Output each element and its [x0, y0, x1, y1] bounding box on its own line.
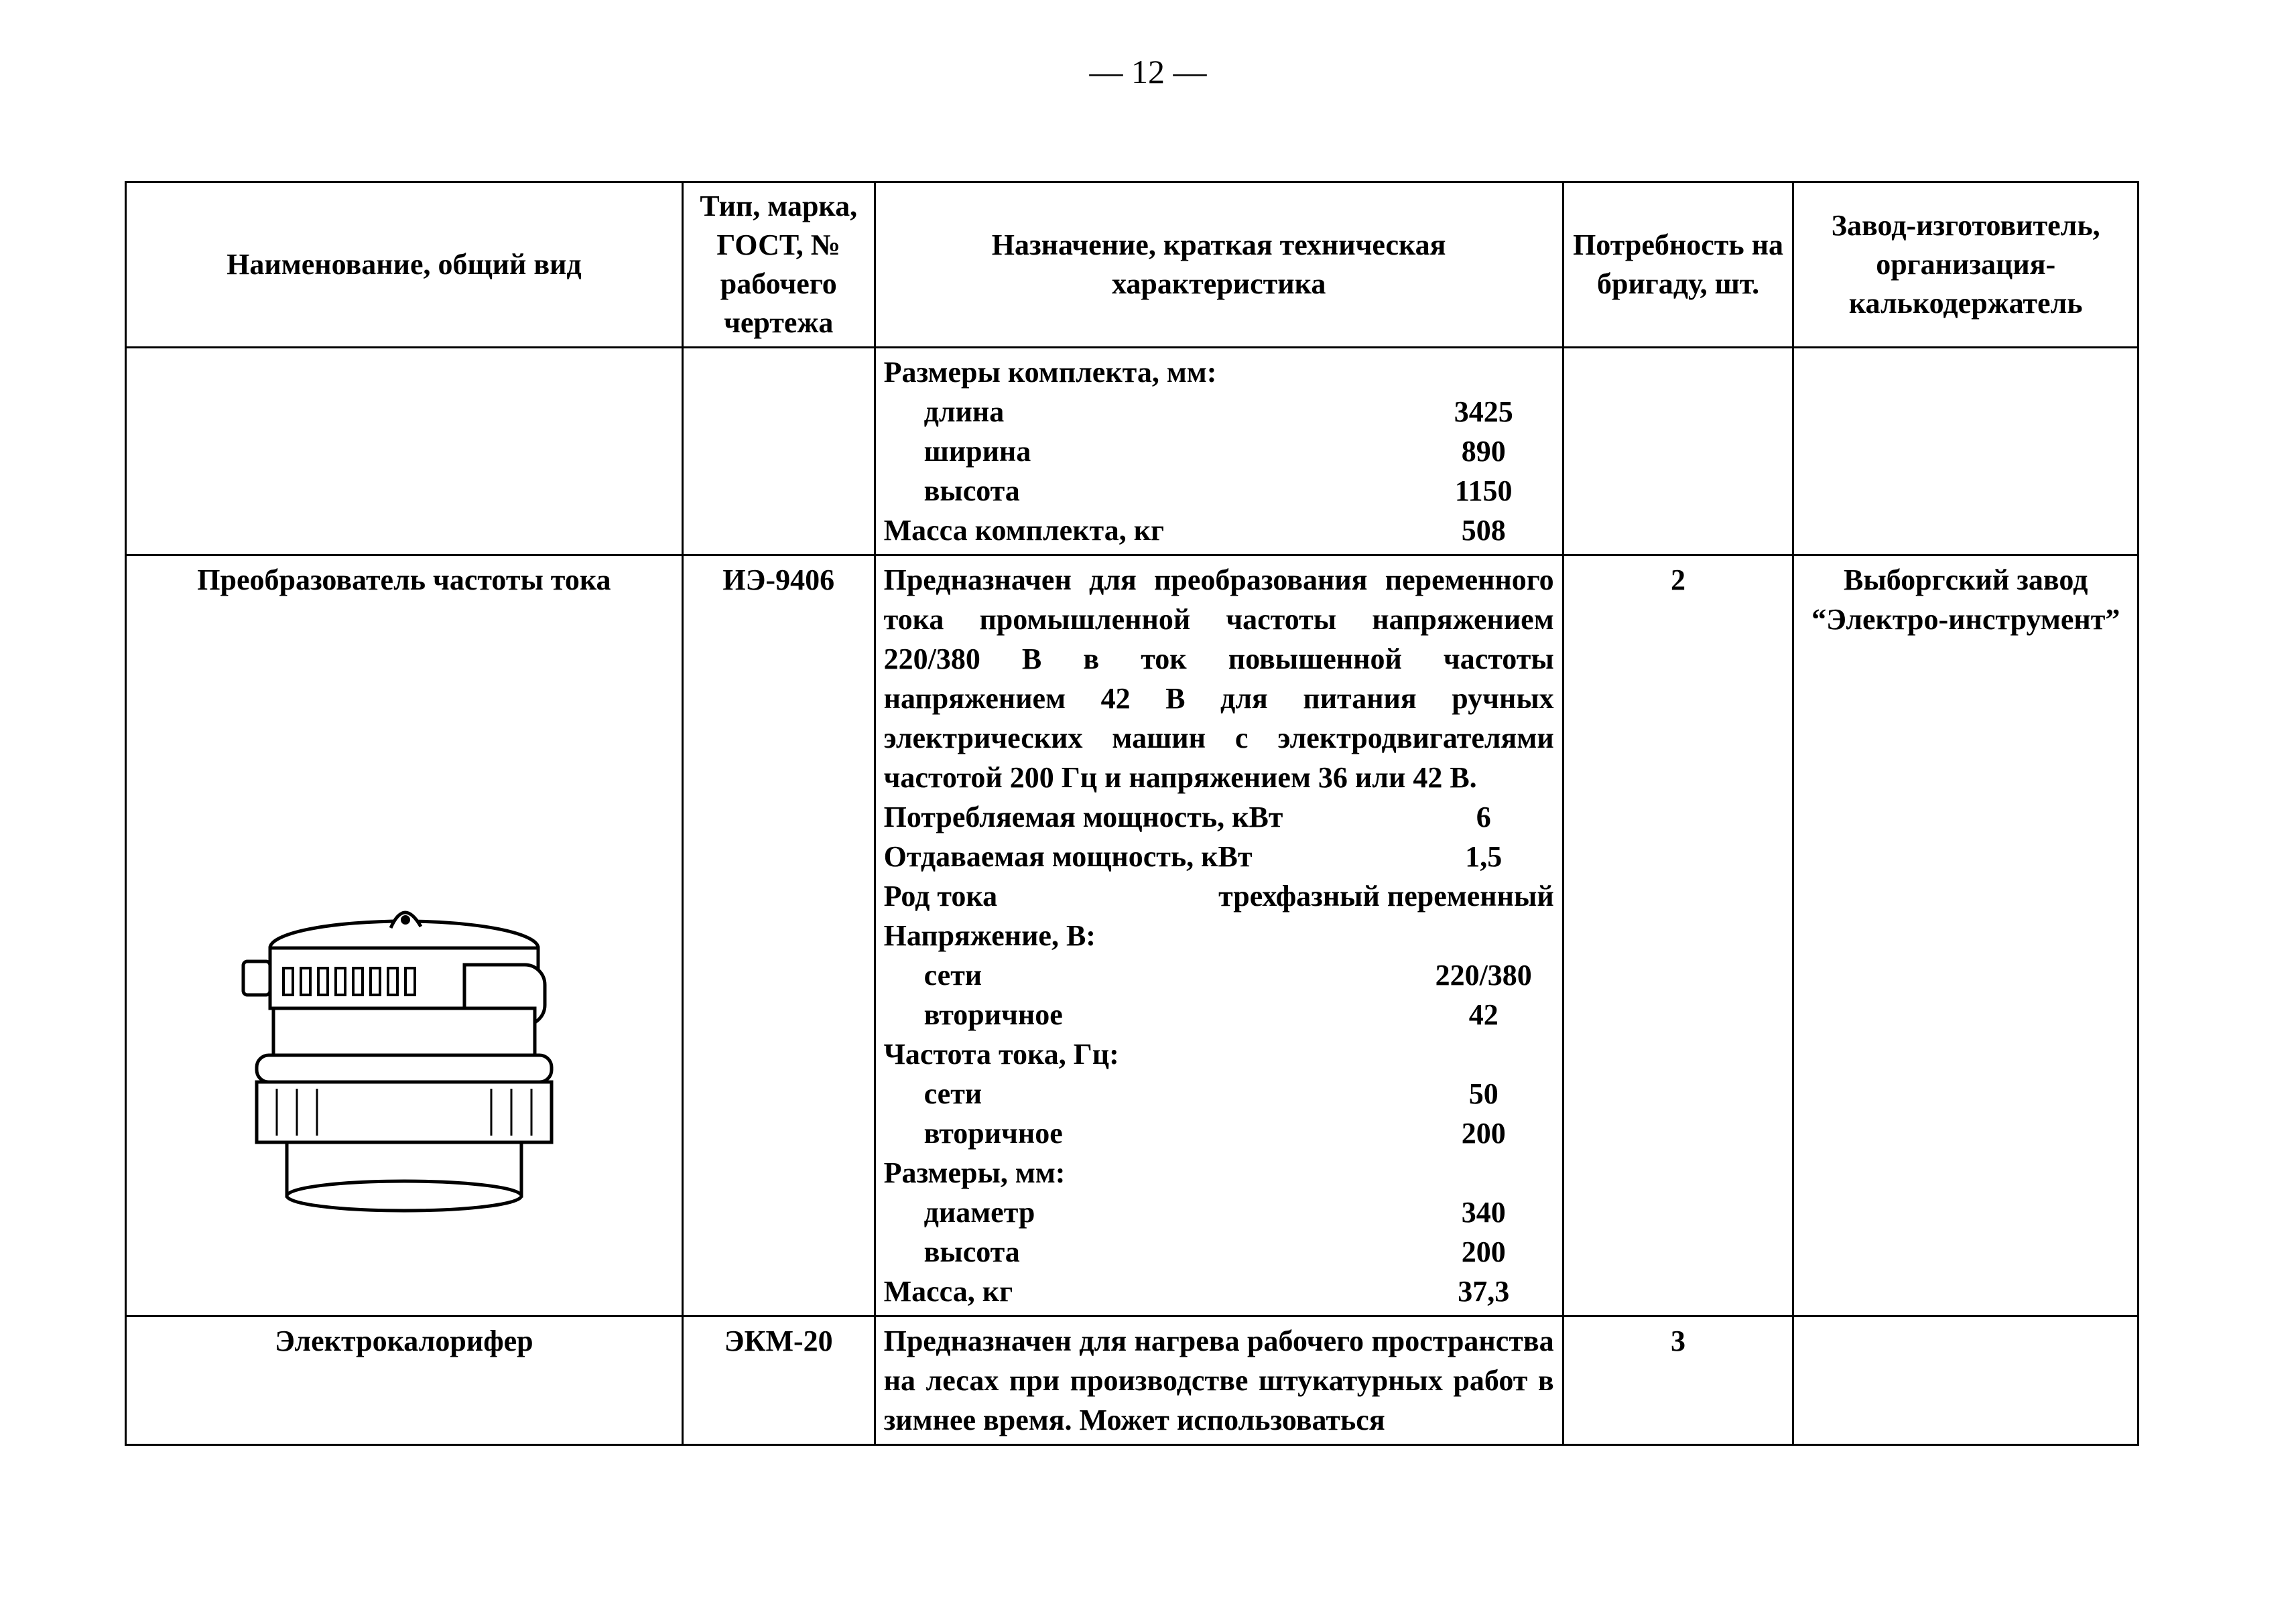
- header-purpose: Назначение, краткая техническая характеристика: [875, 182, 1563, 348]
- equipment-table: [125, 181, 2139, 1446]
- spec-value: трехфазный переменный: [1218, 880, 1554, 913]
- cell-maker: [1793, 1316, 2139, 1445]
- spec-key: Род тока: [883, 880, 998, 913]
- cell-purpose: [875, 555, 1563, 1316]
- cell-maker: Выборгский завод “Электро-инструмент”: [1793, 555, 2139, 1316]
- spec-line: [884, 876, 1554, 916]
- spec-line: [884, 1272, 1554, 1311]
- spec-key: Размеры комплекта, мм:: [883, 356, 1217, 389]
- cell-maker: [1793, 348, 2139, 555]
- table-row: [126, 555, 2139, 1316]
- spec-value: [1413, 916, 1554, 955]
- spec-line: [884, 1034, 1554, 1074]
- spec-value: 3425: [1454, 395, 1513, 428]
- spec-key: высота: [923, 474, 1020, 507]
- spec-value: 200: [1461, 1117, 1506, 1150]
- header-type: Тип, марка, ГОСТ, № рабочего чертежа: [682, 182, 875, 348]
- header-need: Потребность на бригаду, шт.: [1563, 182, 1793, 348]
- spec-line: [884, 511, 1554, 550]
- cell-need: 2: [1563, 555, 1793, 1316]
- cell-type: [682, 348, 875, 555]
- spec-value: 890: [1461, 435, 1506, 468]
- spec-key: длина: [923, 395, 1005, 428]
- spec-key: высота: [923, 1235, 1020, 1268]
- spec-key: вторичное: [923, 998, 1063, 1031]
- spec-key: вторичное: [923, 1117, 1063, 1150]
- spec-key: сети: [923, 959, 982, 992]
- header-row: [126, 182, 2139, 348]
- spec-line: [884, 471, 1554, 511]
- spec-key: Размеры, мм:: [883, 1156, 1066, 1189]
- spec-value: 200: [1461, 1235, 1506, 1268]
- spec-line: [884, 1153, 1554, 1193]
- spec-value: [1413, 1153, 1554, 1193]
- frequency-converter-illustration: [237, 901, 572, 1216]
- spec-key: Потребляемая мощность, кВт: [883, 801, 1283, 833]
- spec-value: 37,3: [1458, 1275, 1510, 1308]
- spec-line: [884, 1074, 1554, 1113]
- header-name: Наименование, общий вид: [126, 182, 683, 348]
- table-row: [126, 348, 2139, 555]
- cell-purpose: Предназначен для нагрева рабочего пространства на лесах при производстве штукатурных работ в зимнее время. Может использоваться: [875, 1316, 1563, 1445]
- spec-value: [1413, 352, 1554, 392]
- cell-name: [126, 555, 683, 1316]
- spec-line: [884, 955, 1554, 995]
- spec-value: [1413, 1034, 1554, 1074]
- spec-line: [884, 1193, 1554, 1232]
- cell-need: [1563, 348, 1793, 555]
- cell-need: 3: [1563, 1316, 1793, 1445]
- table-row: [126, 1316, 2139, 1445]
- spec-line: [884, 1113, 1554, 1153]
- spec-line: [884, 1232, 1554, 1272]
- spec-key: Частота тока, Гц:: [883, 1038, 1119, 1071]
- spec-value: 508: [1461, 514, 1506, 547]
- cell-type: ИЭ-9406: [682, 555, 875, 1316]
- spec-value: 1150: [1454, 474, 1513, 507]
- spec-key: Отдаваемая мощность, кВт: [883, 840, 1253, 873]
- spec-value: 42: [1468, 998, 1498, 1031]
- spec-key: Напряжение, В:: [883, 919, 1096, 952]
- spec-value: 220/380: [1435, 959, 1532, 992]
- item-description: Предназначен для преобразования переменного тока промышленной частоты напряжением 220/380 В в ток повышенной частоты напряжением 42 В для питания ручных электрических машин с электродвигателями частотой 200 Гц и напряжением 36 или 42 В.: [883, 563, 1554, 794]
- cell-name: Электрокалорифер: [126, 1316, 683, 1445]
- header-maker: Завод-изготовитель, организация-калькодержатель: [1793, 182, 2139, 348]
- spec-value: 6: [1476, 801, 1491, 833]
- spec-line: [884, 352, 1554, 392]
- page-number: — 12 —: [1089, 53, 1207, 90]
- item-name: Преобразователь частоты тока: [197, 563, 611, 596]
- spec-line: [884, 431, 1554, 471]
- spec-line: [884, 995, 1554, 1034]
- spec-key: Масса, кг: [883, 1275, 1013, 1308]
- cell-type: ЭКМ-20: [682, 1316, 875, 1445]
- spec-key: сети: [923, 1077, 982, 1110]
- cell-name: [126, 348, 683, 555]
- cell-purpose: [875, 348, 1563, 555]
- spec-value: 50: [1468, 1077, 1498, 1110]
- spec-line: [884, 916, 1554, 955]
- spec-line: [884, 837, 1554, 876]
- spec-line: [884, 797, 1554, 837]
- spec-value: 1,5: [1465, 840, 1503, 873]
- spec-key: ширина: [923, 435, 1031, 468]
- spec-line: [884, 392, 1554, 431]
- spec-value: 340: [1461, 1196, 1506, 1229]
- spec-key: Масса комплекта, кг: [883, 514, 1165, 547]
- spec-key: диаметр: [923, 1196, 1035, 1229]
